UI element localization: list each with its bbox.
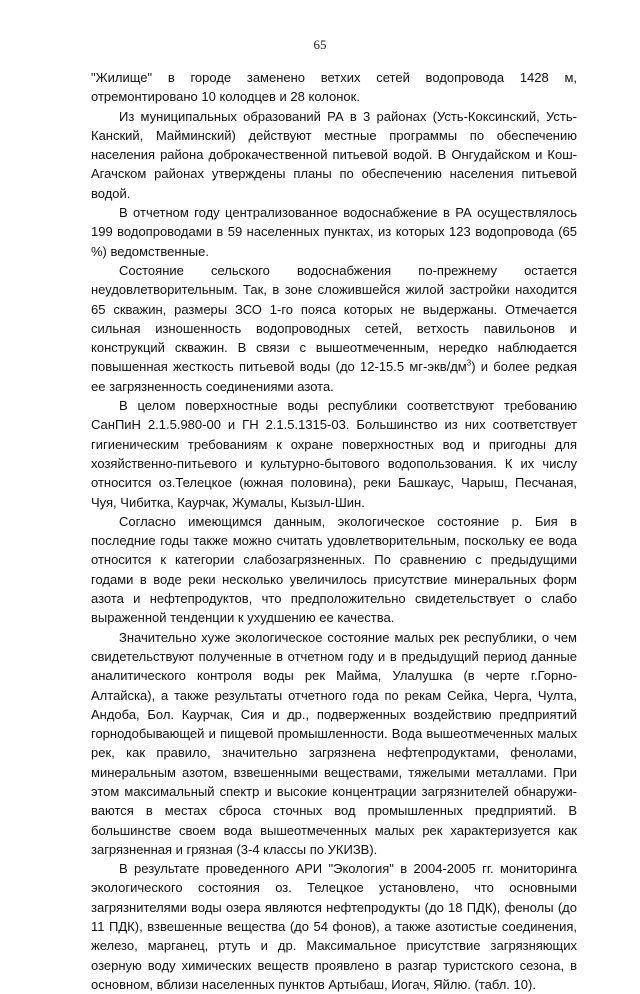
rural-supply-text-start: Состояние сельского водоснабжения по-прежнему остается неудовлетворительным. Так, в зоне сложившейся жилой застройки находится 65 скважин, размеры ЗСО 1-го пояса которых не выдержаны. Отмечается сильная изношенность водопроводных сетей, ветхость павильонов и конструкций скважин. В связи с вышеотмеченным, нередко наблюдается повышенная жесткость питьевой воды (до 12-15.5 мг-экв/дм [91, 262, 577, 375]
paragraph-rural-supply [91, 261, 577, 396]
superscript-cubed: 3 [466, 359, 472, 369]
rural-supply-text-end: ) и более редкая ее загрязненность соединениями азота. [91, 359, 577, 394]
paragraph-municipal-programs: Из муниципальных образований РА в 3 районах (Усть-Коксинский, Усть-Канский, Майминский) действуют местные программы по обеспечению населения района доброкачественной питьевой водой. В Онгудайском и Кош-Агачском районах утверждены планы по обеспечению населения питьевой водой. [91, 108, 577, 201]
paragraph-surface-waters: В целом поверхностные воды республики соответствуют требованию СанПиН 2.1.5.980-00 и ГН 2.1.5.1315-03. Большинство из них соответствует гигиеническим требованиям к охране поверхностных вод и пригодны для хозяйственно-питьевого и культурно-бытового водопользования. К их числу относится оз.Телецкое (южная половина), реки Башкаус, Чарыш, Песчаная, Чуя, Чибитка, Каурчак, Жумалы, Кызыл-Шин. [91, 398, 577, 510]
body-text [91, 68, 577, 994]
paragraph-biya-river: Согласно имеющимся данным, экологическое состояние р. Бия в последние годы также можно считать удовлетворительным, поскольку ее вода относится к категории слабозагрязненных. По сравнению с предыдущими годами в воде реки несколько увеличилось присутствие минеральных форм азота и нефтепродуктов, что предположительно свидетельствует о слабо выраженной тенденции к ухудшению ее качества. [91, 513, 577, 626]
paragraph-zhilishche: "Жилище" в городе заменено ветхих сетей водопровода 1428 м, отремонтировано 10 колодцев и 28 колонок. [91, 70, 577, 105]
paragraph-small-rivers: Значительно хуже экологическое состояние малых рек республики, о чем свидетельствуют полученные в отчетном году и в предыдущий период данные аналитического контроля воды рек Майма, Улалушка (в черте г.Горно-Алтайска), а также результаты отчетного года по рекам Сейка, Черга, Чулта, Андоба, Бол. Каурчак, Сия и др., подверженных воздействию предприятий горнодобывающей и пищевой промышленности. Вода вышеотмеченных малых рек, как правило, значительно загрязнена нефтепродуктами, фенолами, минеральным азотом, взвешенными веществами, тяжелыми металлами. При этом максимальный спектр и высокие концентрации загрязнителей обнаруживаются в местах сброса сточных вод промышленных предприятий. В большинстве своем вода вышеотмеченных малых рек характеризуется как загрязненная и грязная (3-4 классы по УКИЗВ). [91, 629, 577, 857]
paragraph-centralized-supply: В отчетном году централизованное водоснабжение в РА осуществлялось 199 водопроводами в 59 населенных пунктах, из которых 123 водопровода (65 %) ведомственные. [91, 205, 577, 259]
page-number: 65 [313, 37, 327, 52]
paragraph-teletskoye-lake: В результате проведенного АРИ "Экология" в 2004-2005 гг. мониторинга экологического состояния оз. Телецкое установлено, что основными загрязнителями воды озера являются нефтепродукты (до 18 ПДК), фенолы (до 11 ПДК), взвешенные вещества (до 54 фонов), а также азотистые соединения, железо, марганец, ртуть и др. Максимальное присутствие загрязняющих озерную воду химических веществ проявлено в разгар туристского сезона, в основном, вблизи населенных пунктов Артыбаш, Иогач, Яйлю. (табл. 10). [91, 861, 577, 992]
